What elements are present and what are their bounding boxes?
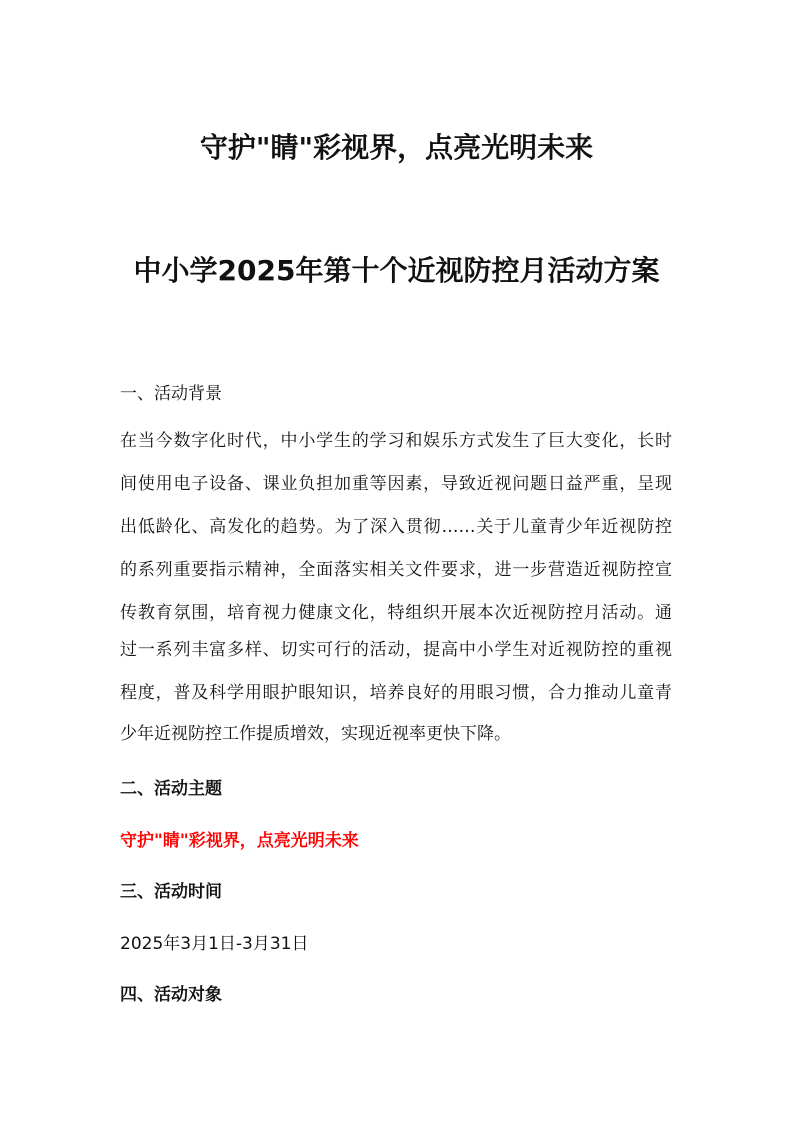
section-heading-audience: 四、活动对象	[120, 985, 222, 1005]
section-heading-background: 一、活动背景	[120, 384, 222, 404]
paragraph-line: 的系列重要指示精神，全面落实相关文件要求，进一步营造近视防控宣	[120, 560, 672, 580]
paragraph-line: 少年近视防控工作提质增效，实现近视率更快下降。	[120, 724, 511, 744]
section-heading-time: 三、活动时间	[120, 882, 222, 902]
paragraph-line: 间使用电子设备、课业负担加重等因素，导致近视问题日益严重，呈现	[120, 474, 672, 494]
paragraph-line: 程度，普及科学用眼护眼知识，培养良好的用眼习惯，合力推动儿童青	[120, 683, 672, 703]
paragraph-line: 在当今数字化时代，中小学生的学习和娱乐方式发生了巨大变化，长时	[120, 431, 672, 451]
document-title: 守护"睛"彩视界，点亮光明未来	[199, 131, 594, 164]
section-heading-theme: 二、活动主题	[120, 779, 222, 799]
paragraph-line: 过一系列丰富多样、切实可行的活动，提高中小学生对近视防控的重视	[120, 640, 672, 660]
paragraph-line: 传教育氛围，培育视力健康文化，特组织开展本次近视防控月活动。通	[120, 603, 672, 623]
activity-theme-text: 守护"睛"彩视界，点亮光明未来	[120, 831, 359, 851]
activity-time-text: 2025年3月1日-3月31日	[120, 934, 309, 954]
document-subtitle: 中小学2025年第十个近视防控月活动方案	[133, 254, 660, 287]
paragraph-line: 出低龄化、高发化的趋势。为了深入贯彻……关于儿童青少年近视防控	[120, 517, 672, 537]
